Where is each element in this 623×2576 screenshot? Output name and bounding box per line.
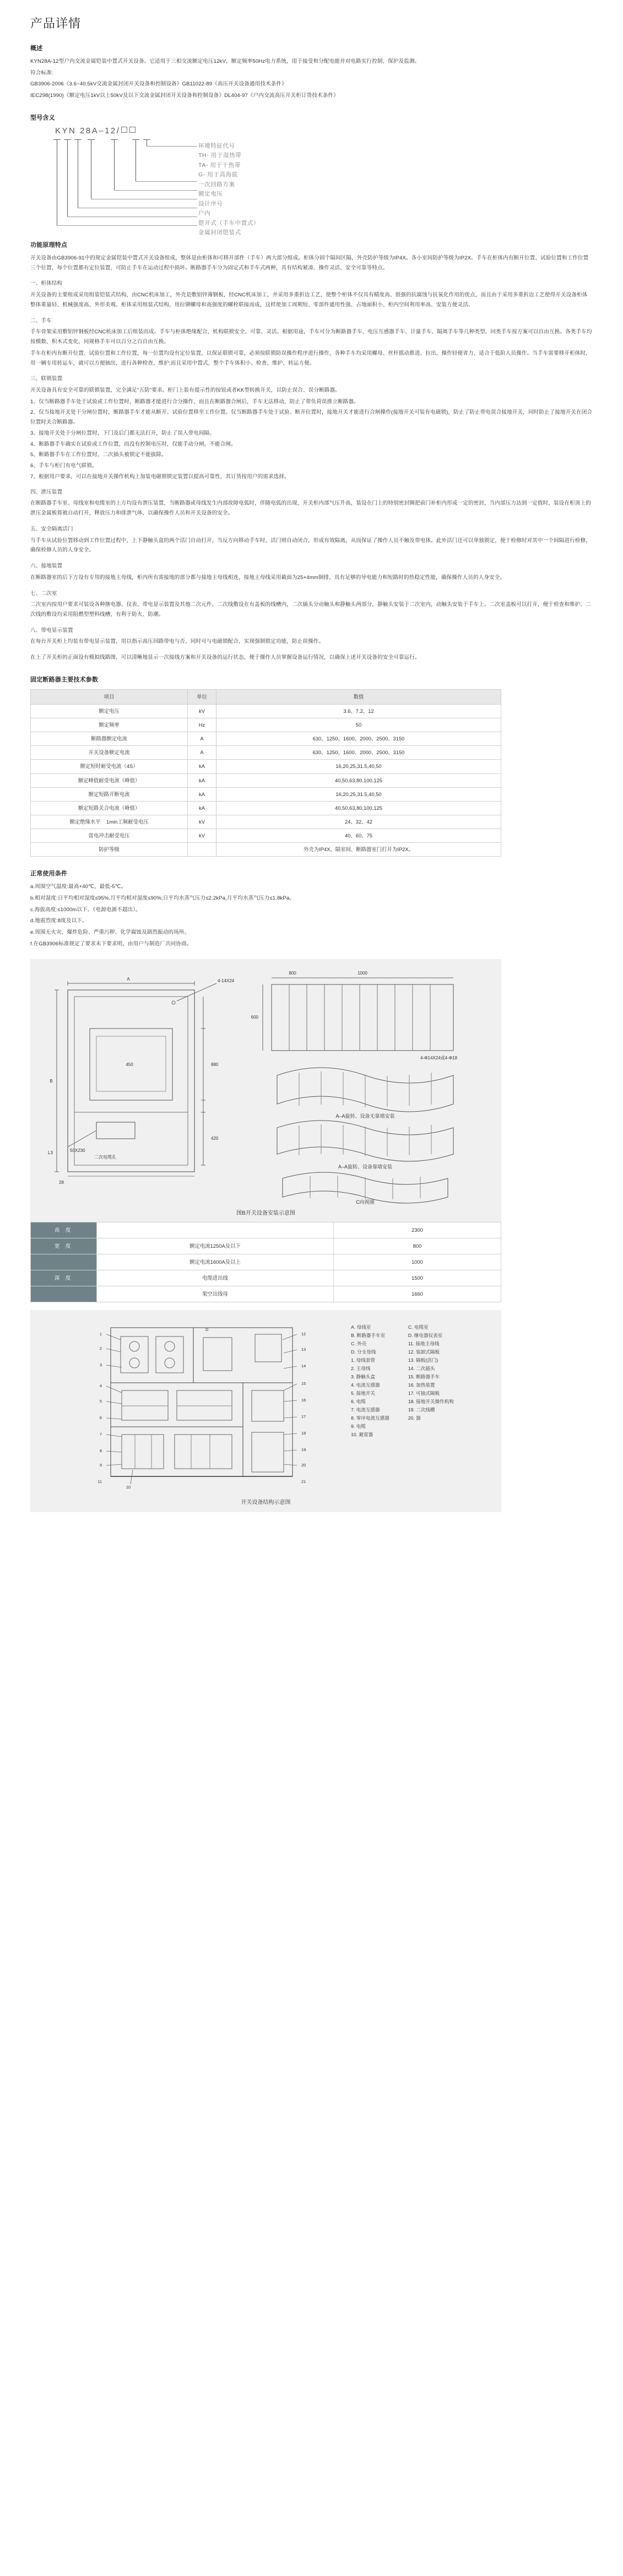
struct-num-6: 6 [99, 1415, 102, 1421]
struct-num-1: 1 [99, 1332, 102, 1337]
dim-L3: L3 [47, 1150, 53, 1155]
feature-text-1b: 手车在柜内有断开位置、试验位置和工作位置，每一位置均设有定位装置，以保证联锁可靠，必须按联锁防误操作程序进行操作，各种手车均采用螺母、丝杆摇动推进、拉出，操作轻便省力、适合于低阶人员操作。当手车需要移开柜体时，用一辆专用转运车，就可以方便抽出，进行各种检查、维护;而且采用中置式，整个手车体积小、检查、维护、转运方便。 [30, 350, 591, 366]
code-box-2 [129, 127, 136, 133]
interlock-item-6: 7、根据用户要求，可以在接地开关操作机构上加装电磁锁锁定装置以提高可靠性，其订货按用户的需求选择。 [30, 473, 290, 480]
struct-num-18: 18 [301, 1431, 306, 1436]
table-row [31, 787, 501, 801]
dim-cable-text: 二次电缆孔 [94, 1154, 116, 1160]
spec-value-6: 16,20,25,31.5,40,50 [216, 787, 501, 801]
feature-title-4: 五、安全隔离活门 [30, 526, 73, 532]
structure-drawing-panel [30, 1310, 501, 1512]
model-designation-diagram [30, 126, 593, 236]
struct-num-12: 12 [301, 1332, 306, 1337]
spec-value-5: 40,50,63,80,100,125 [216, 773, 501, 787]
struct-num-4: 4 [99, 1383, 102, 1389]
spec-col-value: 数值 [216, 689, 501, 704]
struct-num-21: 21 [301, 1479, 306, 1485]
legend-l-7: 4. 电流互感器 [351, 1382, 380, 1388]
spec-col-unit: 单位 [188, 689, 216, 704]
legend-l-13: 10. 避雷器 [351, 1432, 373, 1438]
feature-title-2: 三、联锁装置 [30, 376, 63, 382]
dim-val-4: 1660 [334, 1286, 501, 1302]
legend-r-6: 15. 断路器手车 [408, 1374, 440, 1380]
dim-mid-0 [97, 1222, 334, 1238]
spec-item-8-sub: 1min工频耐受电压 [106, 818, 149, 825]
spec-table-section [30, 675, 593, 857]
dim-key-2 [31, 1254, 97, 1270]
interlock-item-5: 6、手车与柜门有电气联锁。 [30, 463, 97, 469]
dim-cable-hole: 50X230 [69, 1148, 85, 1153]
code-Y: Y [62, 126, 69, 136]
spec-unit-9: kV [188, 829, 216, 843]
dim-mid-4: 架空出线母 [97, 1286, 334, 1302]
leader-run-7 [57, 225, 197, 226]
table-row [31, 1238, 501, 1254]
legend-l-9: 6. 电缆 [351, 1399, 366, 1405]
structure-drawing-section [30, 1310, 593, 1512]
model-label-2: TA- 用于干热带 [198, 161, 241, 169]
model-label-1: TH- 用于湿热带 [198, 152, 242, 159]
feature-text-4: 当手车从试验位置移动到工作位置过程中，上下静触头盒的两个活门自动打开，当反方向移动手车时，活门则自动闭合，形成有效隔离，从而保证了操作人员不触及带电体。此外活门还可以单独锁定，便于检修时对其中一个间隔进行检修，确保检修人员的人身安全。 [30, 537, 591, 554]
dim-1000: 1000 [357, 970, 367, 976]
struct-num-3: 3 [99, 1362, 102, 1368]
dim-420: 420 [210, 1135, 218, 1141]
structure-legend-right [408, 1323, 454, 1494]
struct-num-19: 19 [301, 1447, 306, 1453]
legend-r-1: D. 继电器仪表室 [408, 1333, 443, 1339]
spec-item-8 [31, 815, 188, 829]
model-label-5: 额定电压 [198, 191, 223, 198]
table-row [31, 705, 501, 718]
legend-l-1: B. 断路器手车室 [351, 1333, 386, 1339]
dim-880: 880 [210, 1062, 218, 1067]
interlock-item-3: 4、断路器手车确实在试验或工作位置，而没有控制电压时，仅能手动分闸，不能合闸。 [30, 441, 236, 447]
features-heading: 功能原理特点 [30, 241, 68, 248]
legend-l-4: 1. 母线套管 [351, 1357, 376, 1363]
features-section [30, 240, 593, 663]
leader-run-1 [147, 146, 197, 147]
overview-heading: 概述 [30, 45, 43, 52]
spec-unit-0: kV [188, 705, 216, 718]
installation-drawing-caption: 图B开关设备安装示意图 [236, 1210, 295, 1216]
code-dash: – [99, 126, 105, 136]
spec-item-7: 额定短路关合电流（峰值） [31, 801, 188, 815]
feature-title-3: 四、泄压装置 [30, 489, 63, 495]
condition-1: b.相对湿度:日平均相对湿度≤95%,月平均相对湿度≤90%;日平均水蒸气压力≤2.2kPa,月平均水蒸气压力≤1.8kPa。 [30, 895, 295, 901]
legend-r-10: 19. 二次线槽 [408, 1407, 435, 1413]
legend-r-5: 14. 二次插头 [408, 1366, 435, 1372]
spec-unit-6: kA [188, 787, 216, 801]
dim-600: 600 [251, 1014, 258, 1020]
struct-num-8: 8 [99, 1448, 102, 1454]
model-code-text [55, 126, 137, 136]
spec-unit-5: kA [188, 773, 216, 787]
condition-5: f.在GB3906标准规定了要求未下要求明，由用户与制造厂共同协商。 [30, 940, 192, 947]
dim-B-label: B [49, 1078, 53, 1084]
spec-item-3: 开关设备额定电流 [31, 746, 188, 760]
features-outro: 在上了开关柜的正面设有模拟线路图，可以清晰地显示一次接线方案和开关设备的运行状态，便于操作人员掌握设备运行情况，以确保上述开关设备的安全可靠运行。 [30, 654, 420, 661]
product-detail-page [0, 14, 623, 1534]
spec-unit-1: Hz [188, 718, 216, 732]
spec-table-heading: 固定断路器主要技术参数 [30, 676, 99, 683]
spec-table [30, 689, 501, 857]
spec-unit-7: kA [188, 801, 216, 815]
legend-r-8: 17. 可抽式隔板 [408, 1390, 440, 1397]
normal-conditions-section [30, 869, 593, 949]
legend-l-8: 5. 接地开关 [351, 1390, 376, 1397]
table-row [31, 746, 501, 760]
legend-r-4: 13. 隔板(活门) [408, 1357, 438, 1363]
code-12: 12 [105, 126, 117, 136]
overview-section [30, 44, 593, 101]
spec-value-4: 16,20,25,31.5,40,50 [216, 760, 501, 773]
model-label-0: 环境特征代号 [198, 142, 235, 149]
table-row [31, 760, 501, 773]
dim-mid-2: 额定电流1600A及以上 [97, 1254, 334, 1270]
dim-28: 28 [58, 1179, 64, 1185]
spec-unit-4: kA [188, 760, 216, 773]
legend-l-10: 7. 电流互感器 [351, 1407, 380, 1413]
dim-mid-3: 电缆进出线 [97, 1270, 334, 1286]
struct-num-15: 15 [301, 1381, 306, 1387]
standard-1: GB3906-2006《3.6~40.5kV交流金属封闭开关设备和控制设备》GB11022-89《高压开关设备通用技术条件》 [30, 81, 287, 88]
dim-key-0: 高 度 [31, 1222, 97, 1238]
interlock-item-1: 2、仅当接地开关处于分闸位置时，断路器手车才能从断开、试验位置移至工作位置。仅当断路器手车处于试验、断开位置时，接地开关才能进行合闸操作(接地开关可装有电磁锁)，防止了防止带电误合接地开关，同时防止了接地开关在闭合位置时关合断路器。 [30, 409, 593, 426]
spec-unit-2: A [188, 732, 216, 746]
features-intro: 开关设备由GB3906-91中的规定金属铠装中置式开关设备组成，整体是由柜体和可移开部件（手车）两大部分组成。柜体分固个隔间区隔，外壳防护等级为IP4X。各小室间防护等级为IP2X。手车在柜体内有断开位置、试验位置和工作位置三个位置，每个位置都有定位装置，可防止手车在运动过程中损坏。断路器手车分为固定式和手车式两种，具有结构紧凑、操作灵活、安全可靠等特点。 [30, 255, 589, 271]
spec-unit-8: kV [188, 815, 216, 829]
model-label-8: 铠开式（手车中置式） [198, 219, 259, 226]
spec-item-4: 额定短时耐受电流（4S） [31, 760, 188, 773]
model-section [30, 113, 593, 236]
structure-legend-left [351, 1323, 389, 1494]
table-row [31, 801, 501, 815]
spec-item-6: 额定短路开断电流 [31, 787, 188, 801]
feature-title-7: 八、带电显示装置 [30, 627, 73, 634]
spec-value-1: 50 [216, 718, 501, 732]
hole-spec: 4-Φ14X24或4-Φ18 [420, 1055, 457, 1060]
model-label-4: 一次回路方案 [198, 181, 235, 188]
model-heading: 型号含义 [30, 114, 55, 121]
table-row [31, 773, 501, 787]
structure-drawing-caption: 开关设备结构示意图 [241, 1500, 291, 1506]
dim-800: 800 [288, 970, 296, 976]
view-aa-rot-label: A–A旋转、设备无靠墙安装 [335, 1113, 395, 1119]
standard-2: IEC298(1990)《额定电压1kV以上50kV及以下交流金属封闭开关设备和控制设备》DL404-97《户内交流高压开关柜订货技术条件》 [30, 93, 339, 99]
dimension-table [30, 1222, 501, 1303]
interlock-item-4: 5、断路器手车在工作位置时，二次插头被锁定不能拔除。 [30, 452, 167, 458]
struct-letter-D: D [205, 1327, 209, 1333]
normal-conditions-heading: 正常使用条件 [30, 870, 68, 878]
leader-line-5 [114, 139, 115, 190]
feature-title-0: 一、柜体结构 [30, 280, 63, 287]
dim-mid-1: 额定电流1250A及以下 [97, 1238, 334, 1254]
installation-drawing-svg [35, 968, 497, 1205]
standards-label: 符合标准: [30, 69, 53, 76]
dim-hole-label: 4-14X24 [217, 978, 234, 983]
legend-l-6: 3. 静触头盒 [351, 1374, 376, 1380]
feature-text-3: 在断路器手车室、母线室和电缆室的上方均设有泄压装置，当断路器或母线发生内部故障电弧时，伴随电弧的出现，开关柜内部气压升高，装设在门上的特别密封圈把前门补柜内形成一定的密封，当内部压力达到一定值时，装设在柜顶上的泄压金属板将被自动打开，释放压力和排泄气体，以确保操作人员和开关设备的安全。 [30, 500, 591, 517]
table-row [31, 1286, 501, 1302]
spec-item-0: 额定电压 [31, 705, 188, 718]
code-28A: 28A [80, 126, 99, 136]
spec-value-9: 40、60、75 [216, 829, 501, 843]
feature-text-2: 开关设备具有安全可靠的联锁装置，完全满足"五防"要求。柜门上装有提示性的按钮或者KK型转换开关，以防止误合、误分断路器。 [30, 387, 340, 394]
legend-l-2: C. 外壳 [351, 1341, 367, 1347]
spec-value-3: 630、1250、1600、2000、2500、3150 [216, 746, 501, 760]
table-row [31, 1222, 501, 1238]
table-row [31, 732, 501, 746]
model-label-6: 设计序号 [198, 200, 223, 207]
view-aa-label: A–A旋转、设备靠墙安装 [338, 1163, 392, 1170]
spec-item-5: 额定峰值耐受电流（峰值） [31, 773, 188, 787]
spec-value-10: 外壳为IP4X，隔室间、断路器室门打开为IP2X。 [216, 843, 501, 857]
legend-l-3: D. 分支母线 [351, 1349, 376, 1355]
feature-text-5: 在断路器室的后下方设有专用的接地主母线，柜内所有需接地的部分都与接地主母线相连，接地主母线采用截面为25×4mm铜排，具有足够的导电能力和短路时的热稳定性能，确保操作人员的人身安全。 [30, 574, 506, 581]
legend-l-0: A. 母线室 [351, 1324, 371, 1330]
legend-r-2: 11. 接地主母线 [408, 1341, 440, 1347]
spec-item-9: 雷电冲击耐受电压 [31, 829, 188, 843]
struct-num-17: 17 [301, 1414, 306, 1420]
interlock-item-2: 3、接地开关处于分闸位置时，下门及后门都无法打开，防止了误入带电间隔。 [30, 430, 215, 436]
legend-r-7: 16. 加热装置 [408, 1382, 435, 1388]
spec-value-7: 40,50,63,80,100,125 [216, 801, 501, 815]
feature-title-1: 二、手车 [30, 317, 52, 324]
leader-line-2 [67, 139, 68, 217]
table-row [31, 829, 501, 843]
dim-val-1: 800 [334, 1238, 501, 1254]
condition-0: a.周围空气温度:最高+40℃，最低-5℃。 [30, 884, 127, 890]
condition-2: c.海拔高度:≤1000m以下。（电源电源不超出）。 [30, 906, 141, 913]
code-N: N [69, 126, 77, 136]
model-label-7: 户内 [198, 210, 211, 217]
dim-key-3: 深 度 [31, 1270, 97, 1286]
table-row [31, 815, 501, 829]
struct-num-5: 5 [99, 1399, 102, 1404]
page-title: 产品详情 [30, 17, 82, 30]
model-label-list [198, 142, 259, 238]
dim-450: 450 [125, 1062, 133, 1067]
code-K: K [55, 126, 62, 136]
feature-text-0: 开关设备的主要组成采用组装铠装式结构，由CNC机床加工，外壳是敷铝锌薄钢板，经CNC机床加工，并采用多重折边工艺，使整个柜体不仅具有精度高、很强的抗腐蚀与抗氧化作用的优点，而且由于采用多重折边工艺使得开关设备柜体整体重量轻、机械强度高、外形美观。柜体采用组装式结构，用拉铆螺母和高强度的螺栓联接而成，这样使加工周期短、零部件通用性强、占地面积小、柜内空间利用率高、安装方便灵活。 [30, 292, 588, 308]
dim-val-0: 2300 [334, 1222, 501, 1238]
condition-3: d.地震烈度:8度及以下。 [30, 918, 88, 924]
interlock-list [30, 397, 593, 482]
dim-val-2: 1000 [334, 1254, 501, 1270]
table-row [31, 1254, 501, 1270]
structure-drawing-svg [78, 1318, 337, 1494]
model-label-3: G- 用于高海拔 [198, 171, 238, 178]
struct-num-14: 14 [301, 1363, 306, 1369]
dim-A-label: A [126, 976, 130, 982]
legend-r-11: 20. 器 [408, 1415, 421, 1421]
legend-r-3: 12. 装卸式隔板 [408, 1349, 440, 1355]
struct-num-11: 11 [97, 1479, 102, 1485]
spec-unit-10 [188, 843, 216, 857]
dim-key-4 [31, 1286, 97, 1302]
spec-item-10: 防护等级 [31, 843, 188, 857]
overview-paragraph: KYN28A-12型户内交流金属铠装中置式开关设备。它适用于三相交流额定电压12kV，额定频率50Hz电力系统，用于接受和分配电能并对电路实行控制、保护及监测。 [30, 58, 420, 64]
spec-col-item: 项目 [31, 689, 188, 704]
code-box-1 [121, 127, 127, 133]
spec-item-1: 额定频率 [31, 718, 188, 732]
legend-l-11: 8. 零序电流互感器 [351, 1415, 389, 1421]
spec-value-8: 24、32、42 [216, 815, 501, 829]
struct-num-7: 7 [99, 1432, 102, 1437]
legend-l-12: 9. 电缆 [351, 1424, 366, 1430]
spec-item-8-label: 额定绝缘水平 [69, 818, 101, 825]
leader-run-3 [114, 190, 197, 191]
legend-r-9: 18. 接地开关操作机构 [408, 1399, 454, 1405]
struct-num-10: 10 [126, 1485, 131, 1490]
installation-drawing-section [30, 959, 593, 1222]
model-label-9: 金属封闭铠装式 [198, 229, 241, 236]
struct-num-16: 16 [301, 1398, 306, 1403]
dimension-table-section [30, 1222, 593, 1303]
feature-title-5: 六、接地装置 [30, 563, 63, 570]
spec-table-header-row [31, 689, 501, 704]
table-row [31, 843, 501, 857]
spec-value-0: 3.6、7.2、12 [216, 705, 501, 718]
condition-4: e.周围无火灾、爆炸危险、严重污秽、化学腐蚀及剧烈振动的场所。 [30, 929, 190, 936]
spec-value-2: 630、1250、1600、2000、2500、3150 [216, 732, 501, 746]
interlock-item-0: 1、仅当断路器手车处于试验或工作位置时，断路器才能进行合分操作，而且在断路器合闸后，手车无法移动，防止了带负荷误推立断路器。 [30, 398, 359, 405]
feature-text-6: 二次室内按用户要求可装设各种继电器、仪表、带电显示装置及其他二次元件，二次线敷设在有盖板的线槽内，二次插头分动触头和静触头两部分，静触头安装于二次室内，动触头安装于手车上。二次室盖板可以打开，便于检查和维护。二次线的敷设均采用阻燃型塑料线槽，有利于防火、防潮。 [30, 602, 591, 618]
table-row [31, 718, 501, 732]
struct-num-2: 2 [99, 1346, 102, 1351]
feature-title-6: 七、二次室 [30, 590, 57, 597]
installation-drawing-panel [30, 959, 501, 1222]
spec-item-2: 断路器额定电流 [31, 732, 188, 746]
legend-l-5: 2. 主母线 [351, 1366, 371, 1372]
struct-num-20: 20 [301, 1463, 306, 1468]
leader-run-2 [136, 181, 197, 182]
feature-text-1: 手车骨架采用敷铝锌钢板经CNC机床加工后组装而成。手车与柜体绝缘配合，机构联锁安全、可靠、灵活。根据用途，手车可分为断路器手车、电压互感器手车、计量手车、隔离手车等几种类型。同类手车按方案可以自由互换。各类手车均按模数、积木式变化，同规格手车可以百分之百自由互换。 [30, 329, 592, 345]
feature-text-7: 在每台开关柜上均装有带电显示装置，用以指示高压回路带电与否，同时可与电磁锁配合，实现强制锁定功能，防止误操作。 [30, 638, 324, 645]
view-c-label: C向视图 [355, 1199, 375, 1205]
struct-num-13: 13 [301, 1347, 306, 1352]
spec-unit-3: A [188, 746, 216, 760]
struct-num-9: 9 [99, 1463, 102, 1468]
code-slash: / [116, 126, 121, 136]
dim-val-3: 1500 [334, 1270, 501, 1286]
legend-r-0: C. 电缆室 [408, 1324, 429, 1330]
table-row [31, 1270, 501, 1286]
dim-key-1: 宽 度 [31, 1238, 97, 1254]
